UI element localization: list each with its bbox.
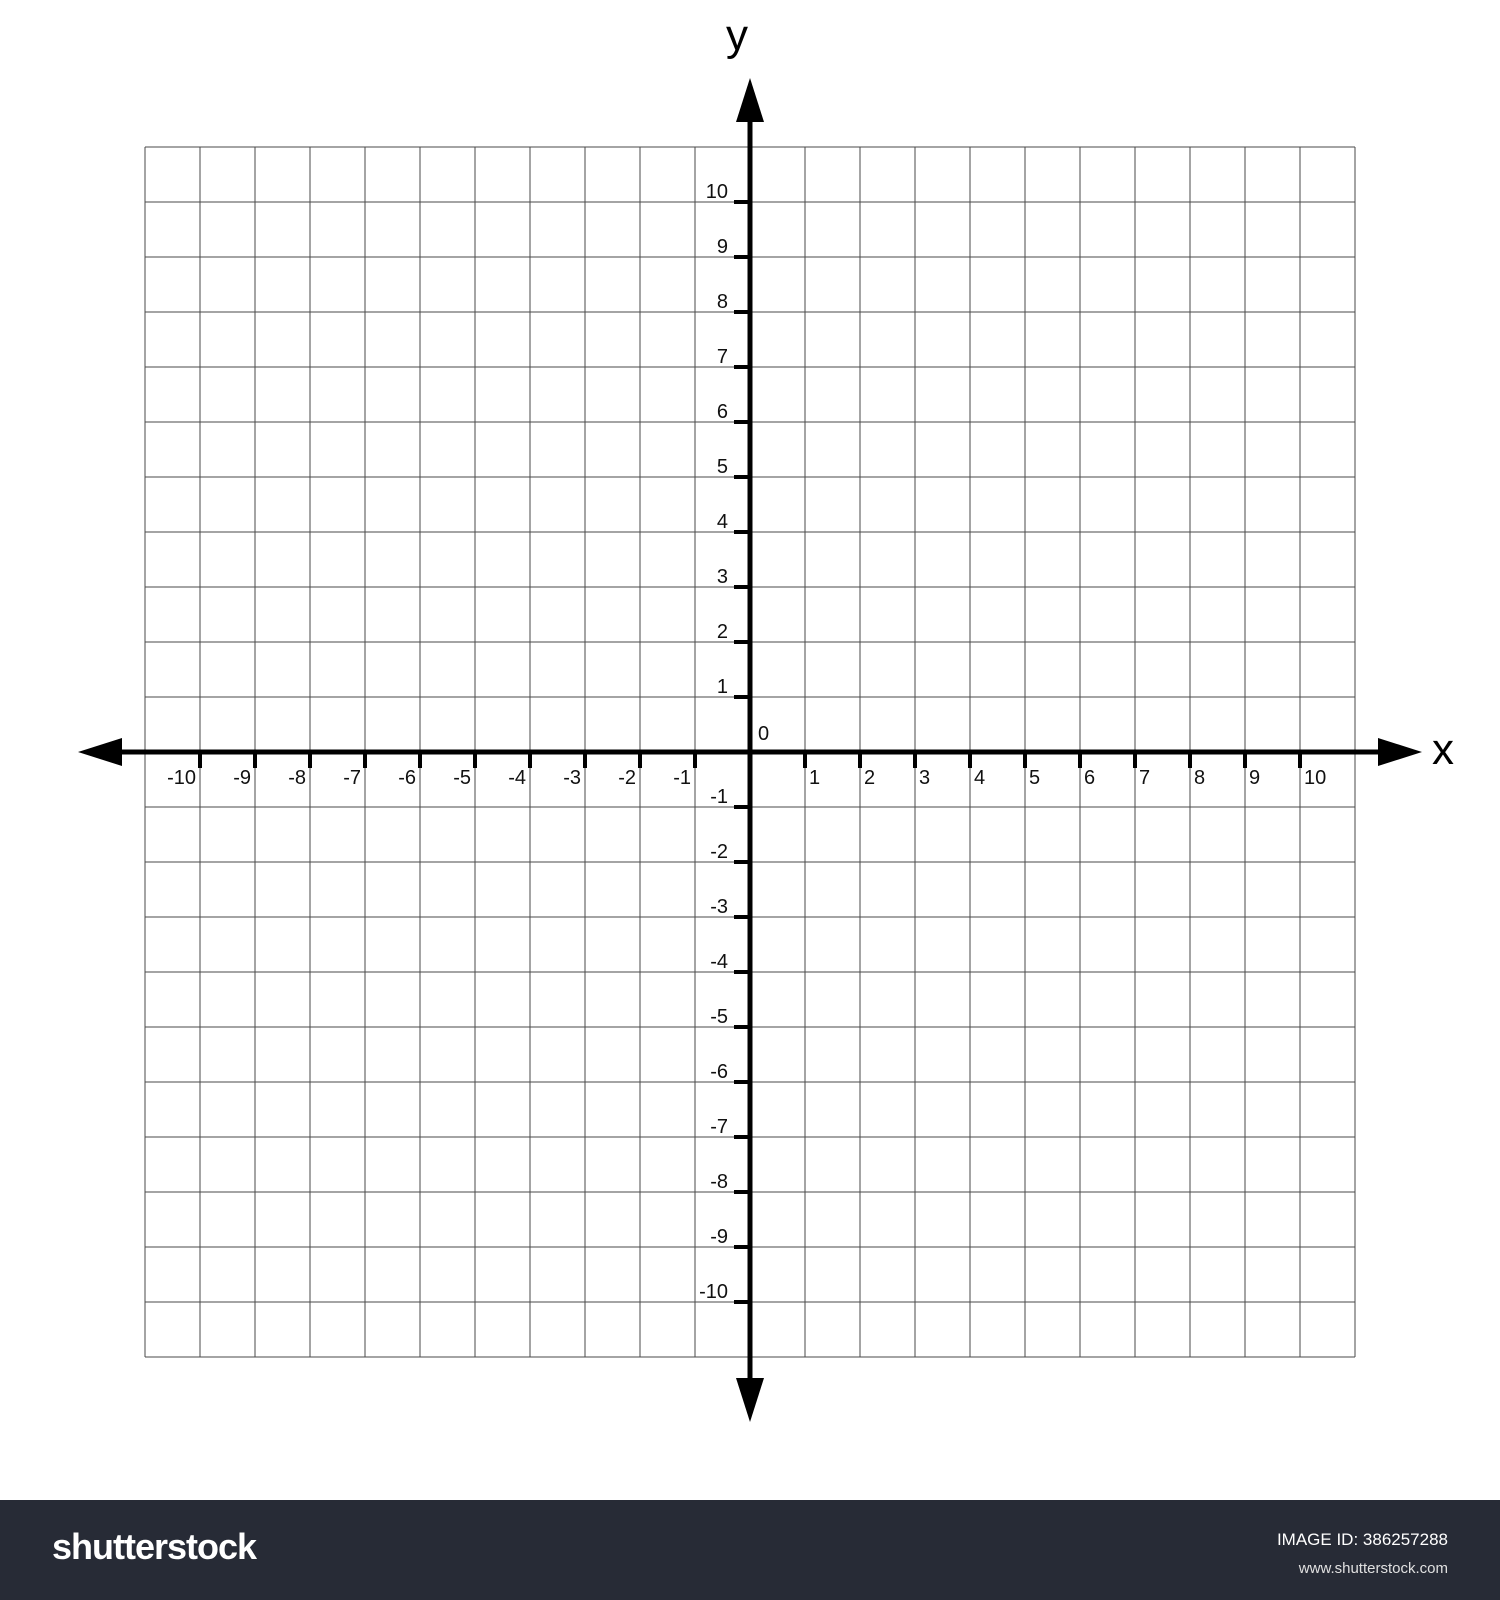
y-tick-label: -7 <box>710 1116 728 1138</box>
y-tick-label: 10 <box>705 181 728 203</box>
y-tick-label: -8 <box>710 1171 728 1193</box>
x-tick-label: 6 <box>1084 767 1096 789</box>
footer-bar <box>0 1500 1500 1600</box>
x-tick-label: -2 <box>618 767 636 789</box>
y-tick-label: -3 <box>710 896 728 918</box>
x-axis-left-arrow <box>78 738 122 766</box>
x-axis-right-arrow <box>1378 738 1422 766</box>
x-tick-label: 2 <box>864 767 876 789</box>
y-axis-top-arrow <box>736 78 764 122</box>
y-axis-label: y <box>726 11 748 60</box>
y-axis-bottom-arrow <box>736 1378 764 1422</box>
x-tick-label: 7 <box>1139 767 1151 789</box>
x-tick-label: 4 <box>974 767 986 789</box>
y-tick-label: 4 <box>716 511 728 533</box>
x-tick-label: -10 <box>167 767 196 789</box>
y-tick-label: -4 <box>710 951 728 973</box>
y-tick-label: -6 <box>710 1061 728 1083</box>
y-tick-label: -9 <box>710 1226 728 1248</box>
x-tick-label: 3 <box>919 767 931 789</box>
x-tick-label: -1 <box>673 767 691 789</box>
x-tick-label: 10 <box>1304 767 1327 789</box>
y-tick-label: -1 <box>710 786 728 808</box>
x-tick-label: -8 <box>288 767 306 789</box>
y-tick-label: 5 <box>716 456 728 478</box>
site-url: www.shutterstock.com <box>1298 1560 1448 1577</box>
shutterstock-logo: shutterstock <box>52 1526 257 1567</box>
y-tick-label: 7 <box>716 346 728 368</box>
x-tick-label: 9 <box>1249 767 1261 789</box>
y-tick-label: 9 <box>716 236 728 258</box>
y-tick-label: 3 <box>716 566 728 588</box>
x-tick-label: 5 <box>1029 767 1041 789</box>
y-tick-label: -10 <box>699 1281 728 1303</box>
x-tick-label: -5 <box>453 767 471 789</box>
y-tick-label: 2 <box>716 621 728 643</box>
image-id-text: IMAGE ID: 386257288 <box>1276 1530 1448 1549</box>
y-tick-label: 8 <box>716 291 728 313</box>
x-tick-label: 8 <box>1194 767 1206 789</box>
y-tick-label: -2 <box>710 841 728 863</box>
x-tick-label: -6 <box>398 767 416 789</box>
x-axis-label: x <box>1432 725 1454 774</box>
y-tick-label: 6 <box>716 401 728 423</box>
x-tick-label: -3 <box>563 767 581 789</box>
x-tick-label: -4 <box>508 767 526 789</box>
axes <box>78 78 1422 1422</box>
x-tick-label: -7 <box>343 767 361 789</box>
y-tick-label: 1 <box>716 676 728 698</box>
y-tick-label: -5 <box>710 1006 728 1028</box>
x-tick-label: -9 <box>233 767 251 789</box>
tick-labels <box>167 181 1326 1303</box>
origin-label: 0 <box>758 723 770 745</box>
x-tick-label: 1 <box>809 767 821 789</box>
